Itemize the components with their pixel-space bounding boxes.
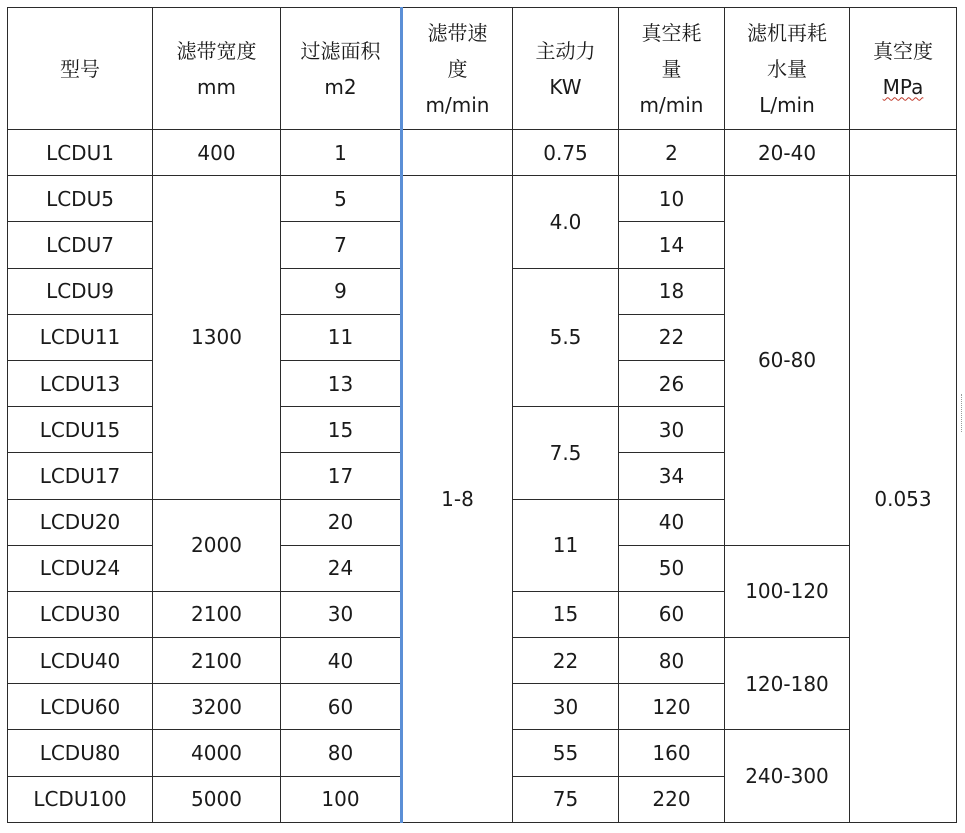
table-row [8, 130, 957, 176]
model-cell: LCDU17 [8, 453, 153, 499]
model-cell: LCDU7 [8, 222, 153, 268]
filter-area-cell: 7 [281, 222, 402, 268]
vacuum-consumption-cell: 220 [619, 776, 725, 822]
table-body [8, 130, 957, 823]
header-line: 型号 [60, 56, 100, 81]
filter-area-cell: 40 [281, 638, 402, 684]
main-power-cell: 7.5 [513, 407, 619, 499]
vacuum-consumption-cell: 26 [619, 360, 725, 406]
belt-width-cell: 1300 [153, 176, 281, 499]
header-row [8, 8, 957, 130]
model-cell: LCDU11 [8, 314, 153, 360]
header-line: mm [197, 74, 236, 99]
main-power-cell: 55 [513, 730, 619, 776]
filter-area-cell: 17 [281, 453, 402, 499]
model-cell: LCDU80 [8, 730, 153, 776]
filter-area-cell: 5 [281, 176, 402, 222]
belt-speed-cell: 1-8 [402, 176, 513, 823]
header-line: m/min [425, 92, 490, 117]
model-cell: LCDU24 [8, 545, 153, 591]
header-line: 滤机再耗 [747, 20, 827, 45]
vacuum-consumption-cell: 50 [619, 545, 725, 591]
header-belt-width [153, 8, 281, 130]
belt-width-cell: 3200 [153, 684, 281, 730]
regen-water-cell: 100-120 [725, 545, 850, 637]
belt-width-cell: 4000 [153, 730, 281, 776]
model-cell: LCDU20 [8, 499, 153, 545]
vacuum-consumption-cell: 34 [619, 453, 725, 499]
vacuum-consumption-cell: 120 [619, 684, 725, 730]
regen-water-cell: 20-40 [725, 130, 850, 176]
header-line: m2 [324, 74, 357, 99]
vacuum-consumption-cell: 60 [619, 591, 725, 637]
header-filter-area [281, 8, 402, 130]
header-line: m/min [639, 92, 704, 117]
model-cell: LCDU1 [8, 130, 153, 176]
model-cell: LCDU9 [8, 268, 153, 314]
regen-water-cell: 240-300 [725, 730, 850, 822]
header-vacuum-consumption [619, 8, 725, 130]
header-line: 真空耗 [641, 20, 702, 45]
header-model [8, 8, 153, 130]
main-power-cell: 0.75 [513, 130, 619, 176]
filter-area-cell: 11 [281, 314, 402, 360]
edge-marker [961, 394, 965, 432]
filter-area-cell: 100 [281, 776, 402, 822]
belt-width-cell: 2100 [153, 638, 281, 684]
belt-width-cell: 2100 [153, 591, 281, 637]
main-power-cell: 22 [513, 638, 619, 684]
model-cell: LCDU100 [8, 776, 153, 822]
main-power-cell: 4.0 [513, 176, 619, 268]
spec-table [7, 7, 957, 823]
model-cell: LCDU60 [8, 684, 153, 730]
vacuum-consumption-cell: 18 [619, 268, 725, 314]
vacuum-degree-cell: 0.053 [850, 176, 957, 823]
filter-area-cell: 15 [281, 407, 402, 453]
filter-area-cell: 9 [281, 268, 402, 314]
vacuum-consumption-cell: 22 [619, 314, 725, 360]
table-row [8, 176, 957, 222]
main-power-cell: 30 [513, 684, 619, 730]
filter-area-cell: 60 [281, 684, 402, 730]
filter-area-cell: 30 [281, 591, 402, 637]
vacuum-degree-cell [850, 130, 957, 176]
vacuum-consumption-cell: 80 [619, 638, 725, 684]
model-cell: LCDU30 [8, 591, 153, 637]
header-line: 真空度 [873, 38, 933, 63]
model-cell: LCDU13 [8, 360, 153, 406]
main-power-cell: 15 [513, 591, 619, 637]
header-line: 量 [661, 56, 682, 81]
header-line: 水量 [767, 56, 807, 81]
header-line: 过滤面积 [300, 38, 381, 63]
belt-width-cell: 5000 [153, 776, 281, 822]
filter-area-cell: 20 [281, 499, 402, 545]
filter-area-cell: 80 [281, 730, 402, 776]
header-line: 度 [447, 56, 468, 81]
filter-area-cell: 24 [281, 545, 402, 591]
header-line: KW [549, 74, 582, 99]
header-line: 滤带速 [427, 20, 488, 45]
vacuum-consumption-cell: 10 [619, 176, 725, 222]
vacuum-consumption-cell: 30 [619, 407, 725, 453]
belt-width-cell: 400 [153, 130, 281, 176]
header-line: 滤带宽度 [176, 38, 257, 63]
main-power-cell: 11 [513, 499, 619, 591]
main-power-cell: 75 [513, 776, 619, 822]
model-cell: LCDU5 [8, 176, 153, 222]
model-cell: LCDU15 [8, 407, 153, 453]
header-belt-speed [402, 8, 513, 130]
header-vacuum-degree [850, 8, 957, 130]
model-cell: LCDU40 [8, 638, 153, 684]
regen-water-cell: 120-180 [725, 638, 850, 730]
header-main-power [513, 8, 619, 130]
belt-speed-cell [402, 130, 513, 176]
header-line: L/min [759, 92, 815, 117]
header-line: MPa [882, 74, 924, 99]
filter-area-cell: 13 [281, 360, 402, 406]
header-regen-water [725, 8, 850, 130]
header-line: 主动力 [535, 38, 596, 63]
vacuum-consumption-cell: 2 [619, 130, 725, 176]
vacuum-consumption-cell: 40 [619, 499, 725, 545]
main-power-cell: 5.5 [513, 268, 619, 407]
vacuum-consumption-cell: 14 [619, 222, 725, 268]
regen-water-cell: 60-80 [725, 176, 850, 546]
filter-area-cell: 1 [281, 130, 402, 176]
belt-width-cell: 2000 [153, 499, 281, 591]
vacuum-consumption-cell: 160 [619, 730, 725, 776]
